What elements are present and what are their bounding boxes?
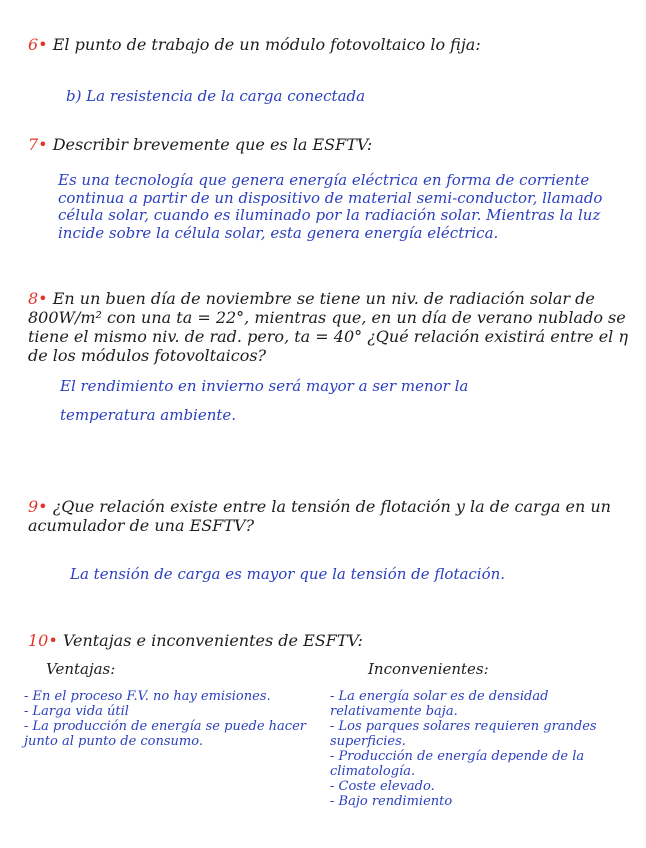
inconvenientes-heading: Inconvenientes: [368, 660, 489, 678]
question-6 [28, 36, 628, 55]
question-8-text: En un buen día de noviembre se tiene un niv. de radiación solar de 800W/m² con una ta = 22°, mientras que, en un día de verano nublado se tiene el mismo niv. de rad. pero, ta = 40° ¿Qué relación existirá entre el η de los módulos fotovoltaicos? [28, 289, 628, 365]
ventajas-list [24, 690, 324, 750]
list-item: - La energía solar es de densidad relativamente baja. [330, 690, 630, 720]
ventajas-heading: Ventajas: [46, 660, 116, 678]
question-9-number: 9• [28, 497, 48, 516]
question-10-number: 10• [28, 631, 58, 650]
question-8-number: 8• [28, 289, 48, 308]
list-item: - Los parques solares requieren grandes superficies. [330, 720, 630, 750]
question-8 [28, 290, 628, 366]
question-9 [28, 498, 628, 536]
question-6-text: El punto de trabajo de un módulo fotovoltaico lo fija: [52, 35, 481, 54]
question-9-text: ¿Que relación existe entre la tensión de flotación y la de carga en un acumulador de una ESFTV? [28, 497, 611, 535]
question-7-text: Describir brevemente que es la ESFTV: [52, 135, 373, 154]
inconvenientes-list [330, 690, 630, 810]
answer-6: b) La resistencia de la carga conectada [66, 87, 366, 105]
list-item: - Bajo rendimiento [330, 795, 630, 810]
list-item: - Coste elevado. [330, 780, 630, 795]
list-item: - Producción de energía depende de la climatología. [330, 750, 630, 780]
answer-7: Es una tecnología que genera energía eléctrica en forma de corriente continua a partir de un dispositivo de material semi-conductor, llamado célula solar, cuando es iluminado por la radiación solar. Mientras la luz incide sobre la célula solar, esta genera energía eléctrica. [58, 171, 603, 243]
question-10-text: Ventajas e inconvenientes de ESFTV: [62, 631, 363, 650]
question-10 [28, 632, 628, 651]
question-6-number: 6• [28, 35, 48, 54]
list-item: - La producción de energía se puede hacer junto al punto de consumo. [24, 720, 324, 750]
question-7 [28, 136, 628, 155]
question-7-number: 7• [28, 135, 48, 154]
list-item: - En el proceso F.V. no hay emisiones. [24, 690, 324, 705]
answer-9: La tensión de carga es mayor que la tensión de flotación. [70, 565, 506, 583]
list-item: - Larga vida útil [24, 705, 324, 720]
answer-8: El rendimiento en invierno será mayor a ser menor la temperatura ambiente. [60, 377, 469, 424]
